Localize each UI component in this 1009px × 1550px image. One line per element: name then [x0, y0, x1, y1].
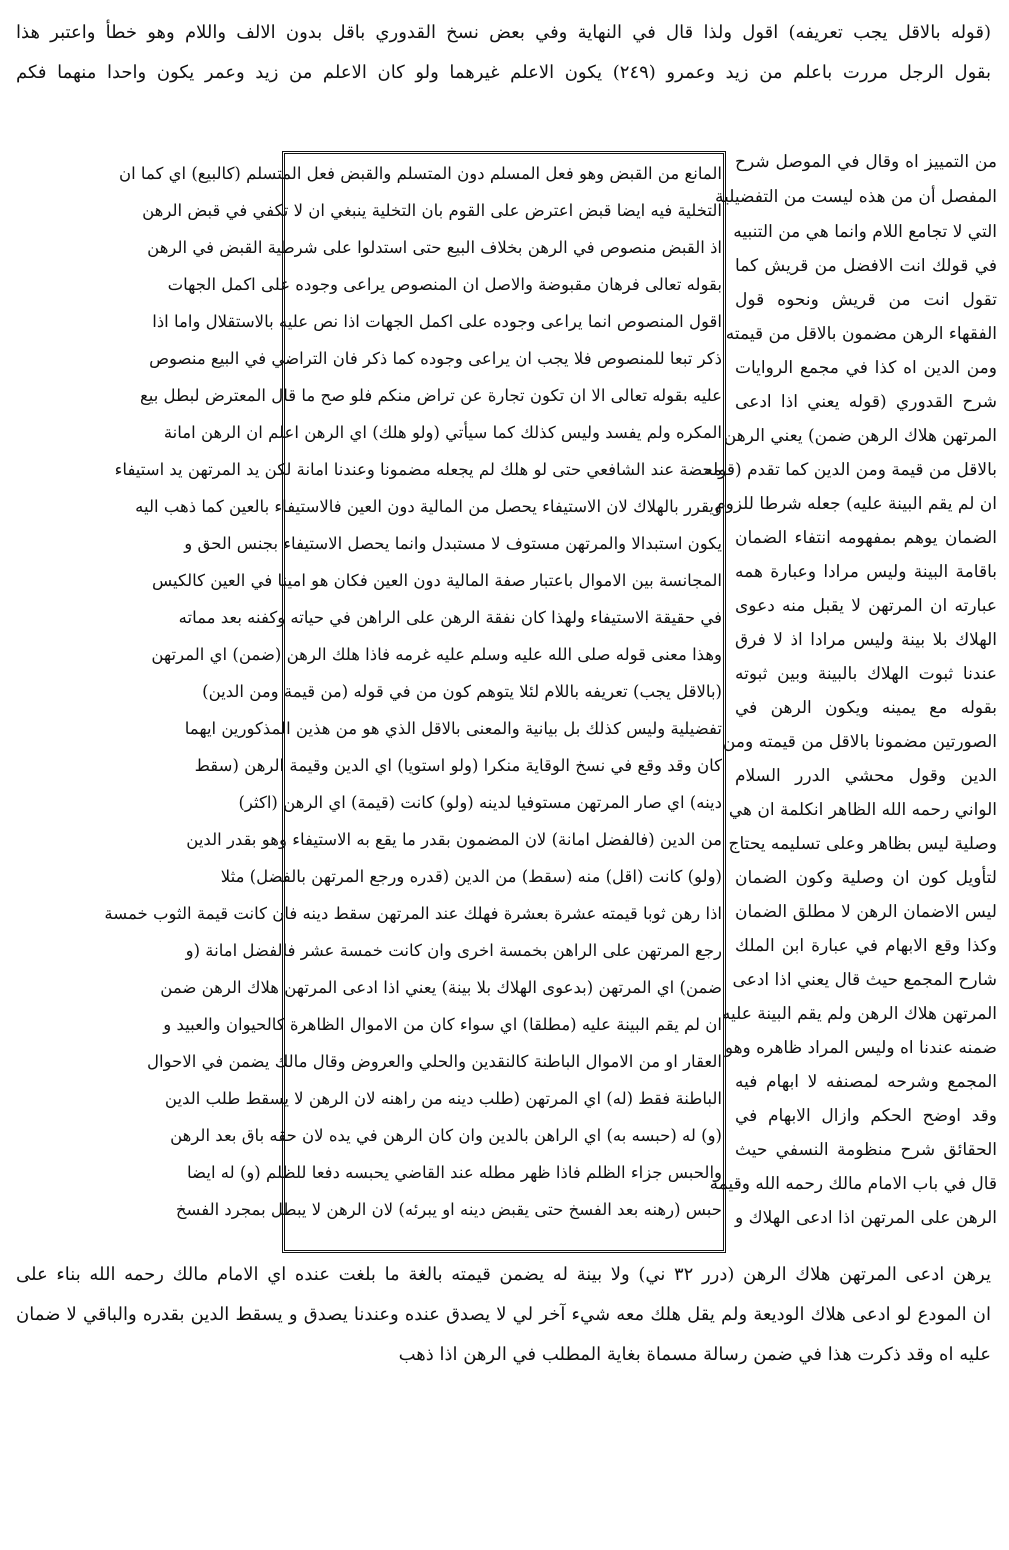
side-line: المرتهن هلاك الرهن ولم يقم البينة عليه	[721, 1004, 997, 1024]
side-line: الرهن على المرتهن اذا ادعى الهلاك و	[735, 1208, 997, 1228]
side-line: الدين وقول محشي الدرر السلام	[735, 766, 997, 786]
side-line: ضمنه عندنا اه وليس المراد ظاهره وهو	[724, 1038, 997, 1058]
main-text-line: اذا رهن ثوبا قيمته عشرة بعشرة فهلك عند المرتهن سقط دينه فان كانت قيمة الثوب خمسة	[104, 904, 722, 923]
side-line: ليس الاضمان الرهن لا مطلق الضمان	[735, 902, 997, 922]
side-line: الضمان يوهم بمفهومه انتفاء الضمان	[735, 528, 997, 548]
main-text-line: عليه بقوله تعالى الا ان تكون تجارة عن تراض منكم فلو صح ما قال المعترض لبطل بيع	[139, 386, 722, 405]
main-text-line: محضة عند الشافعي حتى لو هلك لم يجعله مضمونا وعندنا امانة لكن يد المرتهن يد استيفاء	[114, 460, 722, 479]
main-text-line: (ولو) كانت (اقل) منه (سقط) من الدين (قدره ورجع المرتهن بالفضل) مثلا	[220, 867, 722, 886]
main-text-line: تفضيلية وليس كذلك بل بيانية والمعنى بالاقل الذي هو من هذين المذكورين ايهما	[184, 719, 722, 738]
main-text-line: المكره ولم يفسد وليس كذلك كما سيأتي (ولو هلك) اي الرهن اعلم ان الرهن امانة	[163, 423, 722, 442]
side-line: وقد اوضح الحكم وازال الابهام في	[735, 1106, 997, 1126]
side-line: قال في باب الامام مالك رحمه الله وقيمة	[709, 1174, 997, 1194]
side-line: الواني رحمه الله الظاهر انكلمة ان هي	[728, 800, 997, 820]
main-text-line: (بالاقل يجب) تعريفه باللام لئلا يتوهم كون من في قوله (من قيمة ومن الدين)	[202, 682, 722, 701]
side-line: التي لا تجامع اللام وانما هي من التنبيه	[733, 222, 997, 242]
main-text-line: ان لم يقم البينة عليه (مطلقا) اي سواء كان من الاموال الظاهرة كالحيوان والعبيد و	[163, 1015, 722, 1034]
main-text-line: المانع من القبض وهو فعل المسلم دون المتسلم والقبض فعل المتسلم (كالبيع) اي كما ان	[118, 164, 722, 183]
main-text-line: حبس (رهنه بعد الفسخ حتى يقبض دينه او يبرئه) لان الرهن لا يبطل بمجرد الفسخ	[175, 1200, 722, 1219]
main-text-line: يكون استبدالا والمرتهن مستوف لا مستبدل وانما يحصل الاستيفاء بجنس الحق و	[184, 534, 722, 553]
main-text-line: ويقرر بالهلاك لان الاستيفاء يحصل من المالية دون العين فالاستيفاء بالعين كما ذهب اليه	[135, 497, 722, 516]
main-text-line: (و) له (حبسه به) اي الراهن بالدين وان كان الرهن في يده لان حقه باق بعد الرهن	[170, 1126, 722, 1145]
main-text-line: الباطنة فقط (له) اي المرتهن (طلب دينه من راهنه لان الرهن لا يسقط طلب الدين	[164, 1089, 722, 1108]
side-line: الفقهاء الرهن مضمون بالاقل من قيمته	[725, 324, 997, 344]
main-text-line: اقول المنصوص انما يراعى وجوده على اكمل الجهات اذا نص عليه بالاستقلال واما اذا	[152, 312, 722, 331]
side-line: بالاقل من قيمة ومن الدين كما تقدم (قوله	[703, 460, 997, 480]
bottom-line: عليه اه وقد ذكرت هذا في ضمن رسالة مسماة بغاية المطلب في الرهن اذا ذهب	[398, 1344, 991, 1365]
main-text-line: اذ القبض منصوص في الرهن بخلاف البيع حتى استدلوا على شرطية القبض في الرهن	[147, 238, 722, 257]
main-text-line: ذكر تبعا للمنصوص فلا يجب ان يراعى وجوده كما ذكر فان التراضي في البيع منصوص	[149, 349, 722, 368]
side-line: من التمييز اه وقال في الموصل شرح	[735, 152, 997, 172]
main-text-line: دينه) اي صار المرتهن مستوفيا لدينه (ولو) كانت (قيمة) اي الرهن (اكثر)	[238, 793, 722, 812]
side-line: الهلاك بلا بينة وليس مرادا اذ لا فرق	[735, 630, 997, 650]
main-text-line: وهذا معنى قوله صلى الله عليه وسلم عليه غرمه فاذا هلك الرهن (ضمن) اي المرتهن	[151, 645, 722, 664]
side-line: وصلية ليس بظاهر وعلى تسليمه يحتاج	[728, 834, 997, 854]
main-text-line: كان وقد وقع في نسخ الوقاية منكرا (ولو استويا) اي الدين وقيمة الرهن (سقط	[194, 756, 722, 775]
side-line: تقول انت من قريش ونحوه قول	[735, 290, 997, 310]
side-line: شارح المجمع حيث قال يعني اذا ادعى	[732, 970, 997, 990]
side-line: ان لم يقم البينة عليه) جعله شرطا للزوم	[715, 494, 997, 514]
side-line: في قولك انت الافضل من قريش كما	[735, 256, 997, 276]
side-line: ومن الدين اه كذا في مجمع الروايات	[735, 358, 997, 378]
main-text-line: والحبس جزاء الظلم فاذا ظهر مطله عند القاضي يحبسه دفعا للظلم (و) له ايضا	[187, 1163, 722, 1182]
main-text-line: العقار او من الاموال الباطنة كالنقدين والحلي والعروض وقال مالك يضمن في الاحوال	[147, 1052, 722, 1071]
side-line: المجمع وشرحه لمصنفه لا ابهام فيه	[735, 1072, 997, 1092]
main-text-line: بقوله تعالى فرهان مقبوضة والاصل ان المنصوص يراعى وجوده على اكمل الجهات	[167, 275, 722, 294]
main-text-line: التخلية فيه ايضا قبض اعترض على القوم بان التخلية ينبغي ان لا تكفي في قبض الرهن	[142, 201, 722, 220]
side-line: المفصل أن من هذه ليست من التفضيلية	[714, 187, 997, 207]
side-line: الحقائق شرح منظومة النسفي حيث	[735, 1140, 997, 1160]
side-line: الصورتين مضمونا بالاقل من قيمته ومن	[722, 732, 997, 752]
main-text-line: ضمن) اي المرتهن (بدعوى الهلاك بلا بينة) يعني اذا ادعى المرتهن هلاك الرهن ضمن	[160, 978, 722, 997]
main-text-line: رجع المرتهن على الراهن بخمسة اخرى وان كانت خمسة عشر فالفضل امانة (و	[185, 941, 722, 960]
side-line: وكذا وقع الابهام في عبارة ابن الملك	[735, 936, 997, 956]
bottom-line: ان المودع لو ادعى هلاك الوديعة ولم يقل هلك معه شيء آخر لي لا يصدق عنده وعندنا يصدق و يسقط الدين بقدره والباقي لا ضمان	[16, 1304, 991, 1325]
main-text-line: من الدين (فالفضل امانة) لان المضمون بقدر ما يقع به الاستيفاء وهو بقدر الدين	[186, 830, 722, 849]
side-line: عبارته ان المرتهن لا يقبل منه دعوى	[735, 596, 997, 616]
side-line: المرتهن هلاك الرهن ضمن) يعني الرهن	[723, 426, 997, 446]
side-line: بقوله مع يمينه ويكون الرهن في	[735, 698, 997, 718]
side-line: عندنا ثبوت الهلاك بالبينة وبين ثبوته	[735, 664, 997, 684]
main-text-line: في حقيقة الاستيفاء ولهذا كان نفقة الرهن على الراهن في حياته وكفنه بعد مماته	[178, 608, 722, 627]
side-line: باقامة البينة وليس مرادا وعبارة همه	[735, 562, 997, 582]
side-line: لتأويل كون ان وصلية وكون الضمان	[735, 868, 997, 888]
top-line: (قوله بالاقل يجب تعريفه) اقول ولذا قال في النهاية وفي بعض نسخ القدوري باقل بدون الالف واللام وهو خطأ واعتبر هذا	[16, 22, 991, 43]
main-text-line: المجانسة بين الاموال باعتبار صفة المالية دون العين فكان هو امينا في العين كالكيس	[152, 571, 722, 590]
side-line: شرح القدوري (قوله يعني اذا ادعى	[735, 392, 997, 412]
bottom-line: يرهن ادعى المرتهن هلاك الرهن (درر ٣٢ ني) ولا بينة له يضمن قيمته بالغة ما بلغت عنده اي الامام مالك رحمه الله بناء على	[16, 1264, 991, 1285]
top-line: بقول الرجل مررت باعلم من زيد وعمرو (٢٤٩) يكون الاعلم غيرهما ولو كان الاعلم من زيد وعمر يكون واحدا منهما فكم	[16, 62, 991, 83]
